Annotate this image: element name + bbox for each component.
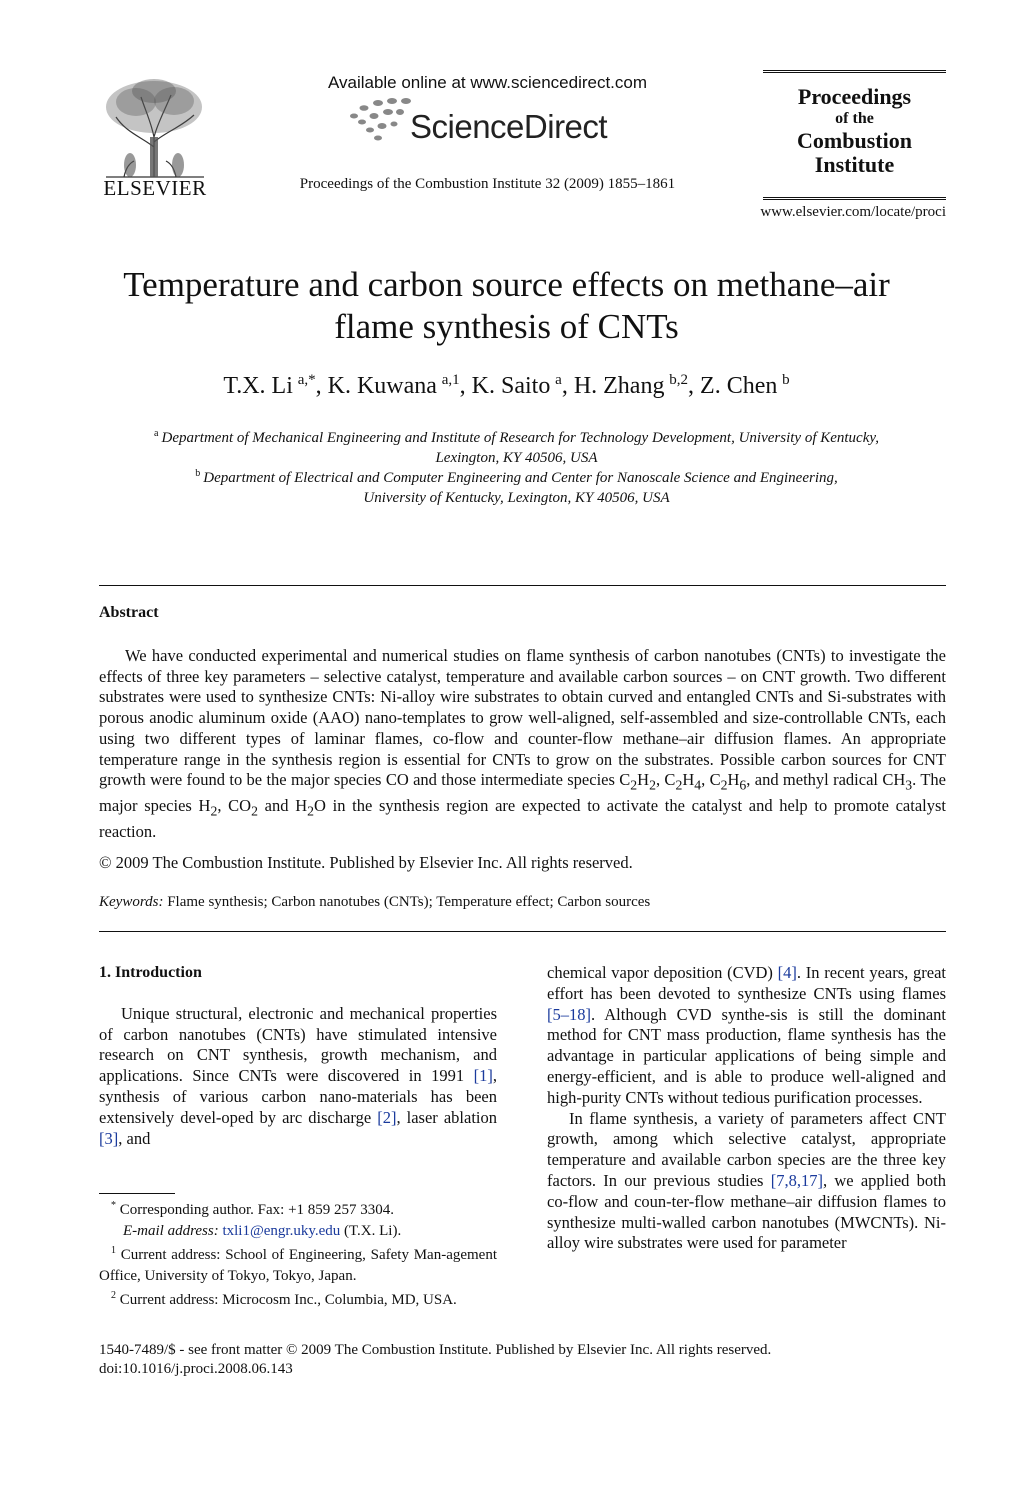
author-affil-mark[interactable]: a,1 <box>441 372 460 388</box>
author-list: T.X. Li $^{a,*}$, K. Kuwana $^{a,1}$, K. Saito $^a$, H. Zhang $^{b,2}$, Z. Chen $^b$ <box>223 372 790 399</box>
abstract-copyright: © 2009 The Combustion Institute. Published by Elsevier Inc. All rights reserved. <box>99 853 633 872</box>
title-line-2: flame synthesis of CNTs <box>334 307 679 346</box>
available-online-text: Available online at www.sciencedirect.com <box>327 73 648 92</box>
footnote-corresponding <box>99 1196 497 1221</box>
footnote-mark: 2 <box>111 1290 116 1301</box>
keywords <box>99 894 946 911</box>
author-name: K. Kuwana <box>327 373 437 399</box>
reference-link[interactable]: [4] <box>777 963 797 982</box>
footnote-mark: 1 <box>111 1245 116 1256</box>
abstract-body: We have conducted experimental and numerical studies on flame synthesis of carbon nanotubes (CNTs) to investigate the effects of three key parameters – selective catalyst, temperature and available carbon sources – on CNT growth. Two different substrates were used to synthesize CNTs: Ni-alloy wire substrates to obtain curved and entangled CNTs and Si-substrates with porous anodic aluminum oxide (AAO) nano-templates to grow well-aligned, self-assembled and size-controllable CNTs, each using two different types of laminar flames, co-flow and counter-flow methane–air diffusion flames. An appropriate temperature range in the synthesis region is essential for CNTs to grow on the substrates. Possible carbon sources for CNT growth were found to be the major species CO and those intermediate species $C_2H_2$, $C_2H_4$, $C_2H_6$, and methyl radical $CH_3$. The major species $H_2$, $CO_2$ and $H_2O$ in the synthesis region are expected to activate the catalyst and help to promote catalyst reaction. <box>99 646 946 842</box>
column-left <box>99 963 497 1149</box>
abstract-text: We have conducted experimental and numerical studies on flame synthesis of carbon nanotubes (CNTs) to investigate the effects of three key parameters – selective catalyst, temperature and available carbon sources – on CNT growth. Two different substrates were used to synthesize CNTs: Ni-alloy wire substrates to obtain curved and entangled CNTs and Si-substrates with porous anodic aluminum oxide (AAO) nano-templates to grow well-aligned, self-assembled and size-controllable CNTs, each using two different types of laminar flames, co-flow and counter-flow methane–air diffusion flames. An appropriate temperature range in the synthesis region is essential for CNTs to grow on the substrates. Possible carbon sources for CNT growth were found to be the major species CO and those intermediate species C <box>99 646 946 790</box>
email-label: E-mail address: <box>123 1222 219 1239</box>
abstract-heading: Abstract <box>99 604 159 621</box>
author-name: Z. Chen <box>700 373 778 399</box>
author-affil-mark[interactable]: a <box>555 372 562 388</box>
intro-text: . In recent years, great effort has been devoted to synthesize CNTs using flames <box>547 963 946 1003</box>
intro-text: , synthesis of various carbon nano-materials has been extensively devel-oped by arc discharge <box>99 1066 497 1127</box>
reference-link[interactable]: [2] <box>377 1107 397 1127</box>
intro-text: , laser ablation <box>396 1107 497 1127</box>
affiliation-a-line2: Lexington, KY 40506, USA <box>435 450 598 466</box>
keywords-label: Keywords: <box>99 894 164 910</box>
sciencedirect-wordmark: ScienceDirect <box>410 108 608 145</box>
journal-box-line4: Institute <box>814 152 895 177</box>
journal-box-line1: Proceedings <box>797 84 912 109</box>
section-heading-introduction: 1. Introduction <box>99 964 202 981</box>
author-name: T.X. Li <box>223 373 293 399</box>
article-title <box>60 264 953 348</box>
journal-citation: Proceedings of the Combustion Institute 32 (2009) 1855–1861 <box>299 176 676 192</box>
title-line-1: Temperature and carbon source effects on methane–air <box>123 265 890 304</box>
affiliation-b <box>90 464 943 508</box>
reference-link[interactable]: [3] <box>99 1128 119 1148</box>
divider-top <box>99 585 946 586</box>
footnote-text: Corresponding author. Fax: +1 859 257 3304. <box>119 1202 395 1218</box>
reference-link[interactable]: [1] <box>473 1066 493 1086</box>
intro-text: , we applied both co-flow and coun-ter-flow methane–air diffusion flames to synthesize multi-walled carbon nanotubes (MWCNTs). Ni-alloy wire substrates were used for parameter <box>547 1170 946 1253</box>
footnote-mark: * <box>111 1200 116 1211</box>
intro-text: In flame synthesis, a variety of parameters affect CNT growth, among which selective catalyst, appropriate temperature and available carbon species are the three key factors. In our previous studies <box>547 1108 946 1190</box>
intro-text: , and <box>118 1128 151 1148</box>
journal-url[interactable]: www.elsevier.com/locate/proci <box>760 204 946 220</box>
column-right <box>547 963 946 1254</box>
affiliation-b-line2: University of Kentucky, Lexington, KY 40506, USA <box>363 490 670 506</box>
intro-text: Unique structural, electronic and mechanical properties of carbon nanotubes (CNTs) have stimulated intensive research on CNT synthesis, growth mechanism, and applications. Since CNTs were discovered in 1991 <box>99 1003 497 1086</box>
issn-line: 1540-7489/$ - see front matter © 2009 The Combustion Institute. Published by Elsevier Inc. All rights reserved. <box>99 1342 772 1358</box>
publisher-name: ELSEVIER <box>103 176 207 200</box>
footnote-text: Current address: School of Engineering, Safety Man-agement Office, University of Tokyo, Tokyo, Japan. <box>99 1247 498 1284</box>
author-name: H. Zhang <box>573 373 665 399</box>
author-affil-mark[interactable]: b <box>782 372 790 388</box>
affiliation-a-line1: Department of Mechanical Engineering and Institute of Research for Technology Development, University of Kentucky, <box>161 430 879 446</box>
intro-paragraph-2 <box>547 1109 946 1255</box>
email-link[interactable]: txli1@engr.uky.edu <box>222 1222 341 1239</box>
footnote-email <box>99 1221 497 1242</box>
intro-text: chemical vapor deposition (CVD) <box>547 963 778 982</box>
affiliation-a <box>90 424 943 468</box>
keywords-text: Flame synthesis; Carbon nanotubes (CNTs); Temperature effect; Carbon sources <box>167 894 651 910</box>
author-affil-mark[interactable]: b,2 <box>669 372 689 388</box>
footnote-divider <box>99 1193 175 1194</box>
affiliation-b-line1: Department of Electrical and Computer Engineering and Center for Nanoscale Science and Engineering, <box>203 470 838 486</box>
intro-paragraph-1 <box>99 1004 497 1150</box>
author-affil-mark[interactable]: a,* <box>297 372 316 388</box>
journal-box-line2: of the <box>835 110 874 127</box>
reference-link[interactable]: [5–18] <box>547 1004 591 1024</box>
footnote-text: Current address: Microcosm Inc., Columbia, MD, USA. <box>119 1292 457 1308</box>
footnote-text: (T.X. Li). <box>344 1222 402 1239</box>
journal-box-line3: Combustion <box>797 128 912 153</box>
affiliation-a-mark: a <box>154 428 159 439</box>
footnotes <box>99 1196 497 1311</box>
intro-paragraph-1-cont <box>547 963 946 1109</box>
reference-link[interactable]: [7,8,17] <box>770 1170 823 1190</box>
author-name: K. Saito <box>471 373 551 399</box>
front-matter-info <box>99 1341 771 1379</box>
journal-title-box <box>763 70 946 200</box>
footnote-1 <box>99 1241 497 1286</box>
doi-line[interactable]: doi:10.1016/j.proci.2008.06.143 <box>99 1361 293 1377</box>
intro-text: . Although CVD synthe-sis is still the dominant method for CNT mass production, flame synthesis has the advantage in particular applications of being simple and energy-efficient, and is able to produce well-aligned and high-purity CNTs without tedious purification processes. <box>547 1004 946 1107</box>
divider-bottom <box>99 931 946 932</box>
footnote-2 <box>99 1286 497 1311</box>
affiliation-b-mark: b <box>195 468 201 479</box>
